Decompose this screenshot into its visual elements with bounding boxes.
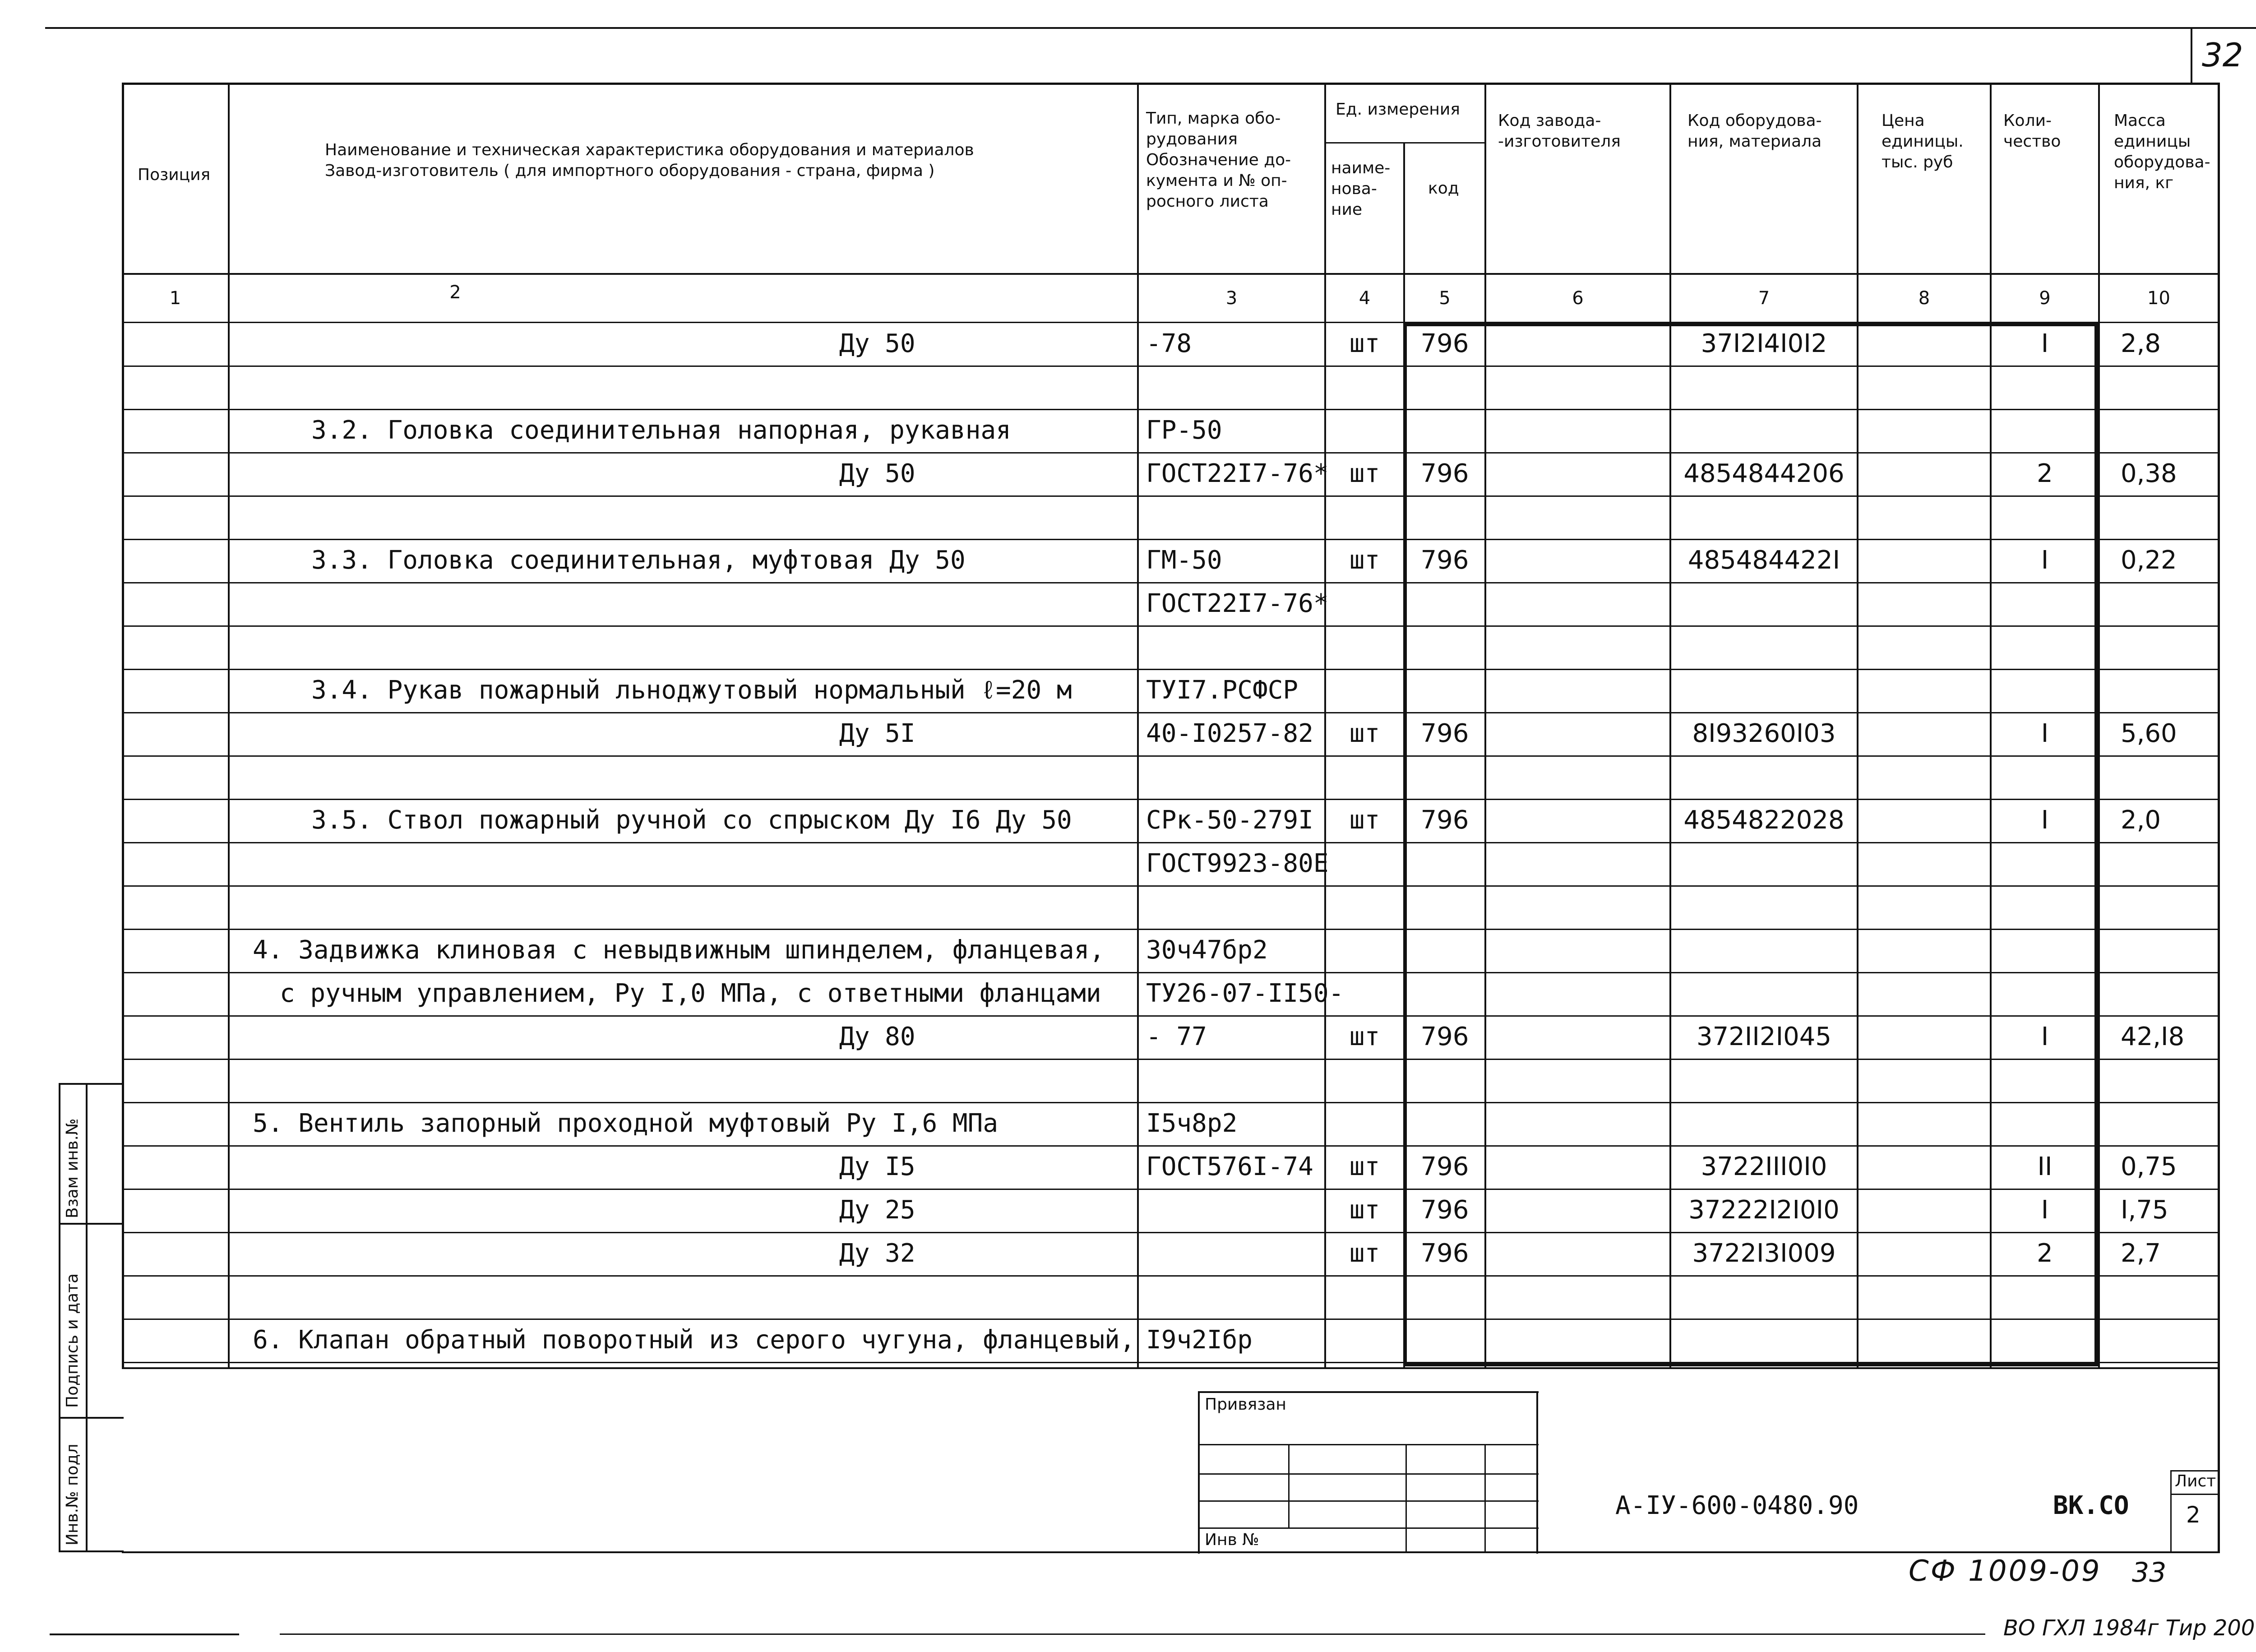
row-rule	[122, 885, 2220, 887]
stamp-left	[1198, 1391, 1200, 1554]
side-label-inv-podl: Инв.№ подл	[63, 1444, 82, 1546]
stamp-top	[1198, 1391, 1539, 1393]
stamp-h3	[1198, 1500, 1539, 1502]
row-rule	[122, 1102, 2220, 1103]
stamp-v1	[1288, 1444, 1290, 1527]
row-name: Ду 5I	[839, 719, 915, 748]
stamp-bottom	[122, 1551, 2220, 1553]
side-block-h1	[59, 1223, 124, 1225]
row-unit: шт	[1349, 1239, 1380, 1268]
row-type: I9ч2Iбр	[1146, 1325, 1253, 1355]
row-qty: I	[2041, 805, 2049, 835]
header-col6: Код завода- -изготовителя	[1498, 111, 1621, 151]
row-code: 796	[1420, 1239, 1469, 1268]
stamp-v3	[1484, 1444, 1486, 1552]
row-unit: шт	[1349, 1022, 1380, 1051]
row-type: 40-I0257-82	[1146, 719, 1313, 748]
row-rule	[122, 366, 2220, 367]
row-type: ГОСТ9923-80Е	[1146, 849, 1329, 878]
row-mass: 2,0	[2121, 805, 2161, 835]
table-left	[122, 83, 124, 1369]
hand-bottom: ВО ГХЛ 1984г Тир 200	[2003, 1615, 2255, 1641]
colnum-2: 2	[449, 282, 461, 303]
list-box-left	[2170, 1470, 2172, 1551]
colnum-8: 8	[1918, 288, 1930, 309]
hand-sf: СФ 1009-09	[1909, 1555, 2102, 1588]
row-code: 796	[1420, 459, 1469, 488]
row-mat: 37I2I4I0I2	[1701, 329, 1827, 358]
stamp-inv-no: Инв №	[1205, 1531, 1259, 1549]
bottom-rule-right	[280, 1633, 1985, 1635]
stamp-h1	[1198, 1444, 1539, 1445]
side-block-mid	[86, 1083, 88, 1552]
row-name: с ручным управлением, Ру I,0 МПа, с ответными фланцами	[280, 979, 1101, 1008]
row-name: Ду 50	[839, 329, 915, 358]
side-label-podpis: Подпись и дата	[63, 1273, 82, 1408]
row-unit: шт	[1349, 719, 1380, 748]
header-col3: Тип, марка обо- рудования Обозначение до- кумента и № оп- росного листа	[1146, 109, 1291, 211]
side-label-vzam: Взам инв.№	[63, 1118, 82, 1218]
colnum-6: 6	[1572, 288, 1584, 309]
stamp-h4	[1198, 1527, 1539, 1529]
row-rule	[122, 1362, 2220, 1363]
header-col5: код	[1428, 179, 1459, 198]
row-mass: 0,75	[2121, 1152, 2177, 1181]
row-type: 30ч47бр2	[1146, 935, 1268, 965]
page-num-box-left	[2191, 27, 2192, 83]
row-rule	[122, 929, 2220, 930]
row-unit: шт	[1349, 1195, 1380, 1225]
row-code: 796	[1420, 1022, 1469, 1051]
table-top	[122, 83, 2220, 85]
row-unit: шт	[1349, 1152, 1380, 1181]
row-name: 3.5. Ствол пожарный ручной со спрыском Ду I6 Ду 50	[311, 805, 1072, 835]
row-name: 6. Клапан обратный поворотный из серого чугуна, фланцевый,	[253, 1325, 1135, 1355]
row-rule	[122, 409, 2220, 410]
row-type: I5ч8р2	[1146, 1109, 1238, 1138]
vline-2	[1137, 83, 1139, 1369]
stamp-privyazan: Привязан	[1205, 1395, 1286, 1414]
row-code: 796	[1420, 1195, 1469, 1225]
ed-izm-split	[1324, 142, 1484, 143]
row-qty: 2	[2037, 1239, 2053, 1268]
page-number: 32	[2202, 36, 2243, 74]
row-rule	[122, 1232, 2220, 1233]
colnum-10: 10	[2147, 288, 2170, 309]
header-col2-line1: Наименование и техническая характеристика оборудования и материалов	[325, 141, 974, 159]
doc-code: А-IУ-600-0480.90	[1615, 1491, 1859, 1520]
row-mat: 37222I2I0I0	[1688, 1195, 1840, 1225]
header-col7: Код оборудова- ния, материала	[1687, 111, 1822, 151]
section-code: ВК.СО	[2053, 1491, 2129, 1520]
row-code: 796	[1420, 1152, 1469, 1181]
row-type: СРк-50-279I	[1146, 805, 1313, 835]
side-block-left	[59, 1083, 60, 1552]
stamp-h2	[1198, 1473, 1539, 1475]
row-type: ГОСТ576I-74	[1146, 1152, 1313, 1181]
row-name: Ду 80	[839, 1022, 915, 1051]
row-unit: шт	[1349, 546, 1380, 575]
header-bottom	[122, 273, 2220, 275]
header-ed-izm: Ед. измерения	[1336, 100, 1460, 119]
row-rule	[122, 495, 2220, 497]
row-type: ГОСТ22I7-76*	[1146, 459, 1329, 488]
header-col8: Цена единицы. тыс. руб	[1882, 111, 1964, 171]
row-mass: I,75	[2121, 1195, 2168, 1225]
row-mat: 8I93260I03	[1692, 719, 1836, 748]
row-rule	[122, 1059, 2220, 1060]
row-qty: 2	[2037, 459, 2053, 488]
row-mat: 3722I3I009	[1692, 1239, 1836, 1268]
row-rule	[122, 1145, 2220, 1147]
table-bottom	[122, 1367, 2220, 1369]
row-mat: 485484422I	[1687, 546, 1840, 575]
row-mat: 4854844206	[1683, 459, 1845, 488]
colnum-1: 1	[169, 288, 181, 309]
row-name: Ду I5	[839, 1152, 915, 1181]
row-rule	[122, 1275, 2220, 1277]
row-rule	[122, 669, 2220, 670]
row-qty: II	[2037, 1152, 2053, 1181]
header-col1: Позиция	[138, 166, 211, 184]
row-rule	[122, 1189, 2220, 1190]
side-block-h2	[59, 1417, 124, 1419]
stamp-right	[1536, 1391, 1538, 1554]
row-mass: 2,7	[2121, 1239, 2161, 1268]
row-rule	[122, 625, 2220, 627]
row-type: ГМ-50	[1146, 546, 1222, 575]
row-code: 796	[1420, 329, 1469, 358]
row-name: Ду 32	[839, 1239, 915, 1268]
row-type: ГОСТ22I7-76*	[1146, 589, 1329, 618]
row-rule	[122, 452, 2220, 453]
colnum-5: 5	[1439, 288, 1451, 309]
stamp-v2	[1405, 1444, 1407, 1552]
row-name: 3.4. Рукав пожарный льноджутовый нормальный ℓ=20 м	[311, 676, 1072, 705]
row-qty: I	[2041, 1022, 2049, 1051]
row-mass: 0,22	[2121, 546, 2177, 575]
row-code: 796	[1420, 546, 1469, 575]
row-qty: I	[2041, 329, 2049, 358]
hand-sf-num: 33	[2132, 1557, 2167, 1588]
row-name: 3.2. Головка соединительная напорная, рукавная	[311, 416, 1011, 445]
row-mass: 5,60	[2121, 719, 2177, 748]
row-mat: 3722III0I0	[1701, 1152, 1827, 1181]
bottom-rule-left	[50, 1633, 239, 1635]
header-col9: Коли- чество	[2003, 111, 2061, 151]
row-name: 5. Вентиль запорный проходной муфтовый Ру I,6 МПа	[253, 1109, 999, 1138]
table-right	[2218, 83, 2220, 1551]
header-col4: наиме- нова- ние	[1331, 159, 1391, 219]
colnum-3: 3	[1225, 288, 1238, 309]
row-mass: 2,8	[2121, 329, 2161, 358]
row-mat: 372II2I045	[1697, 1022, 1831, 1051]
row-unit: шт	[1349, 805, 1380, 835]
vline-9	[2098, 83, 2100, 1369]
row-qty: I	[2041, 719, 2049, 748]
row-type: -78	[1146, 329, 1192, 358]
row-qty: I	[2041, 1195, 2049, 1225]
row-type: ГР-50	[1146, 416, 1222, 445]
row-rule	[122, 1319, 2220, 1320]
colnum-9: 9	[2039, 288, 2051, 309]
list-number: 2	[2186, 1502, 2201, 1528]
row-type: ТУ26-07-II50-	[1146, 979, 1344, 1008]
side-block-bottom	[59, 1550, 124, 1552]
row-unit: шт	[1349, 459, 1380, 488]
row-name: Ду 50	[839, 459, 915, 488]
row-rule	[122, 712, 2220, 713]
row-rule	[122, 799, 2220, 800]
colnum-7: 7	[1758, 288, 1770, 309]
row-name: 3.3. Головка соединительная, муфтовая Ду 50	[311, 546, 966, 575]
row-code: 796	[1420, 719, 1469, 748]
vline-1	[228, 83, 230, 1369]
row-mat: 4854822028	[1683, 805, 1845, 835]
row-rule	[122, 842, 2220, 843]
row-qty: I	[2041, 546, 2049, 575]
row-rule	[122, 755, 2220, 757]
row-rule	[122, 1015, 2220, 1017]
row-code: 796	[1420, 805, 1469, 835]
row-name: Ду 25	[839, 1195, 915, 1225]
row-type: - 77	[1146, 1022, 1207, 1051]
row-rule	[122, 972, 2220, 973]
row-name: 4. Задвижка клиновая с невыдвижным шпинделем, фланцевая,	[253, 935, 1105, 965]
row-mass: 0,38	[2121, 459, 2177, 488]
row-type: ТУI7.РСФСР	[1146, 676, 1299, 705]
list-box-mid	[2170, 1494, 2220, 1495]
header-col2-line2: Завод-изготовитель ( для импортного оборудования - страна, фирма )	[325, 162, 935, 180]
header-col10: Масса единицы оборудова- ния, кг	[2114, 111, 2210, 192]
row-unit: шт	[1349, 329, 1380, 358]
list-label: Лист	[2175, 1472, 2216, 1490]
top-rule	[45, 27, 2256, 29]
row-rule	[122, 582, 2220, 583]
row-mass: 42,I8	[2121, 1022, 2185, 1051]
side-block-top	[59, 1083, 124, 1085]
colnum-4: 4	[1359, 288, 1371, 309]
row-rule	[122, 539, 2220, 540]
